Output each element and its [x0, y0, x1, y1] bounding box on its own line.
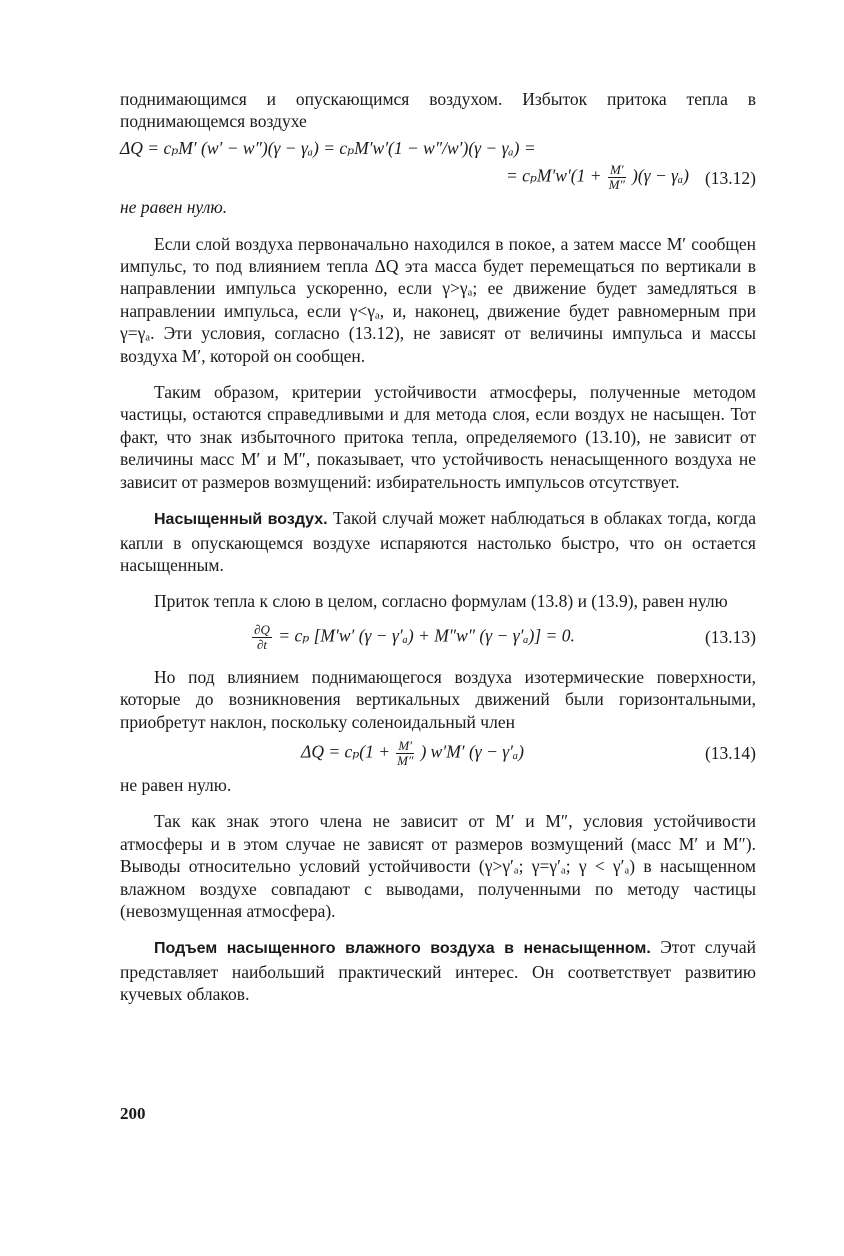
page-number: 200	[120, 1104, 146, 1123]
paragraph-9: Так как знак этого члена не зависит от M′ и M″, условия устойчивости атмосферы и в этом случае не зависят от размеров возмущений (масс M′ и M″). Выводы относительно условий устойчивости (γ>γ′ₐ; γ=γ′ₐ; γ < γ′ₐ) в насыщенном влажном воздухе совпадают с выводами, полученными по методу частицы (невозмущенная атмосфера).	[120, 811, 756, 921]
equation-13-13	[120, 623, 756, 652]
fraction-denominator: M″	[608, 177, 625, 193]
paragraph-3: Если слой воздуха первоначально находился в покое, а затем массе M′ сообщен импульс, то под влиянием тепла ΔQ эта масса будет перемещаться по вертикали в направлении импульса ускоренно, если γ>γₐ; ее движение будет замедляться в направлении импульса, если γ<γₐ, и, наконец, движение будет равномерным при γ=γₐ. Эти условия, согласно (13.12), не зависят от величины импульса и массы воздуха M′, которой он сообщен.	[120, 233, 756, 366]
fraction-numerator: M′	[398, 737, 413, 753]
section-heading-saturated-air: Насыщенный воздух.	[154, 511, 328, 529]
equation-13-12-line-1	[120, 137, 756, 159]
paragraph-text: Этот случай представляет наибольший практический интерес. Он соответствует развитию кучевых облаков.	[120, 937, 756, 1005]
fraction-denominator: ∂t	[256, 636, 268, 652]
paragraph-8: не равен нулю.	[120, 774, 232, 795]
paragraph-2: не равен нулю.	[120, 197, 228, 218]
equation-part: ΔQ = cₚ(1 +	[301, 741, 391, 762]
section-heading-saturated-rise: Подъем насыщенного влажного воздуха в ненасыщенном.	[154, 940, 651, 958]
equation-part: )(γ − γₐ)	[632, 165, 689, 186]
equation-part: = cₚ [M′w′ (γ − γ′ₐ) + M″w″ (γ − γ′ₐ)] = 0.	[278, 625, 575, 646]
paragraph-4: Таким образом, критерии устойчивости атмосферы, полученные методом частицы, остаются справедливыми и для метода слоя, если воздух не насыщен. Тот факт, что знак избыточного притока тепла, определяемого (13.10), не зависит от величины масс M′ и M″, показывает, что устойчивость ненасыщенного воздуха не зависит от размеров возмущений: избирательность импульсов отсутствует.	[120, 382, 756, 492]
equation-number: (13.12)	[704, 167, 756, 188]
equation-expression	[120, 623, 705, 652]
paragraph-6: Приток тепла к слою в целом, согласно формулам (13.8) и (13.9), равен нулю	[154, 591, 728, 612]
equation-number: (13.13)	[704, 627, 756, 648]
page-body	[120, 88, 756, 1006]
fraction	[252, 623, 272, 652]
paragraph-10	[120, 936, 756, 1005]
equation-expression	[120, 739, 705, 768]
paragraph-text: Такой случай может наблюдаться в облаках тогда, когда капли в опускающемся воздухе испаряются настолько быстро, что он остается насыщенным.	[120, 508, 756, 575]
fraction-denominator: M″	[397, 752, 414, 768]
paragraph-5	[120, 507, 756, 576]
fraction	[396, 739, 414, 768]
equation-part: ) w′M′ (γ − γ′ₐ)	[420, 741, 524, 762]
fraction-numerator: M′	[609, 162, 624, 178]
equation-expression	[120, 163, 705, 192]
fraction	[608, 163, 626, 192]
paragraph-1: поднимающимся и опускающимся воздухом. Избыток притока тепла в поднимающемся воздухе	[120, 89, 756, 132]
equation-13-14	[120, 739, 756, 768]
paragraph-7: Но под влиянием поднимающегося воздуха изотермические поверхности, которые до возникновения вертикальных движений были горизонтальными, приобретут наклон, поскольку соленоидальный член	[120, 666, 756, 732]
equation-expression: ΔQ = cₚM′ (w′ − w″)(γ − γₐ) = cₚM′w′(1 − w″/w′)(γ − γₐ) =	[120, 137, 536, 158]
equation-number: (13.14)	[704, 743, 756, 764]
fraction-numerator: ∂Q	[254, 621, 270, 637]
equation-part: = cₚM′w′(1 +	[505, 165, 602, 186]
equation-13-12-line-2	[120, 163, 756, 192]
